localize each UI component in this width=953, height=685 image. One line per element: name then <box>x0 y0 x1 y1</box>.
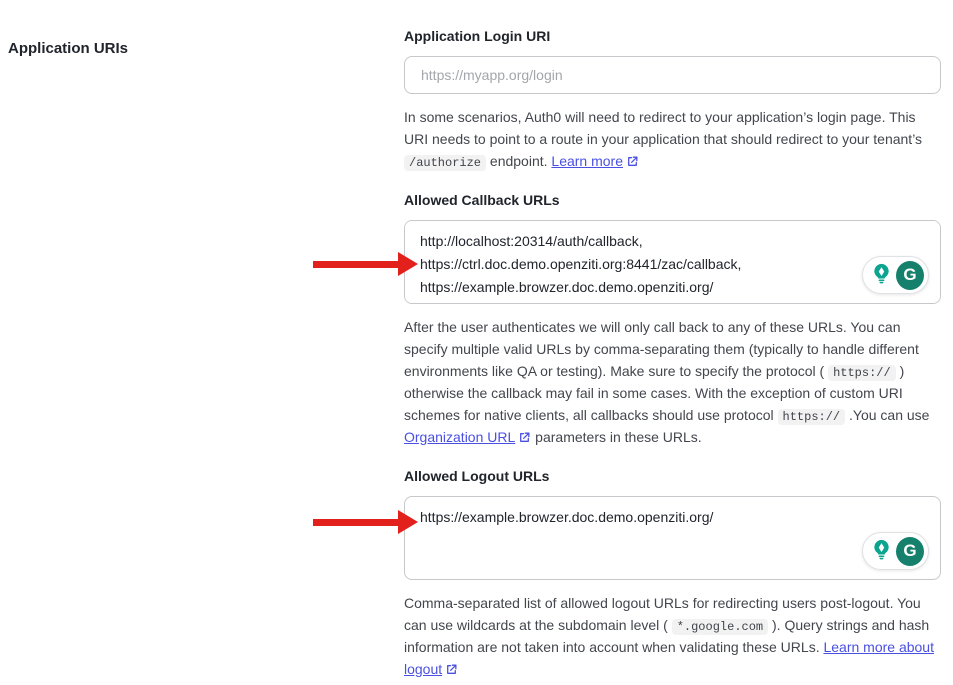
grammarly-g-icon[interactable]: G <box>896 537 924 566</box>
callback-urls-textarea[interactable] <box>404 220 941 304</box>
grammarly-widget <box>862 256 929 294</box>
code-chip: https:// <box>828 365 896 381</box>
login-uri-label: Application Login URI <box>404 28 551 44</box>
logout-urls-help-text: Comma-separated list of allowed logout URLs for redirecting users post-logout. You can use wildcards at the subdomain level ( *.google.com ). Query strings and hash information are not taken into account when validating these URLs. Learn more about logout <box>404 595 934 677</box>
login-uri-help-text: In some scenarios, Auth0 will need to redirect to your application’s login page. This URI needs to point to a route in your application that should redirect to your tenant’s /authorize endpoint. Learn more <box>404 109 923 170</box>
learn-more-link[interactable]: Learn more <box>551 153 639 169</box>
login-uri-input[interactable] <box>404 56 941 94</box>
section-title: Application URIs <box>8 40 129 58</box>
code-chip: /authorize <box>404 155 486 171</box>
grammarly-suggestions-button[interactable] <box>870 538 893 564</box>
callback-annotation-arrow-icon <box>313 252 418 276</box>
external-link-icon <box>442 661 458 677</box>
learn-more-about-logout-link[interactable]: Learn more about logout <box>404 639 934 677</box>
code-chip: *.google.com <box>672 619 768 635</box>
logout-urls-label: Allowed Logout URLs <box>404 468 550 484</box>
grammarly-suggestions-button[interactable] <box>870 262 893 288</box>
logout-annotation-arrow-icon <box>313 510 418 534</box>
external-link-icon <box>515 429 531 445</box>
code-chip: https:// <box>778 409 846 425</box>
grammarly-g-icon[interactable]: G <box>896 261 924 290</box>
callback-urls-field <box>404 220 941 304</box>
callback-urls-help-text: After the user authenticates we will only call back to any of these URLs. You can specify multiple valid URLs by comma-separating them (typically to handle different environments like QA or testing). Make sure to specify the protocol ( https:// ) otherwise the callback may fail in some cases. With the exception of custom URI schemes for native clients, all callbacks should use protocol https:// .You can use Organization URL parameters in these URLs. <box>404 319 930 445</box>
callback-urls-label: Allowed Callback URLs <box>404 192 560 208</box>
external-link-icon <box>623 153 639 169</box>
application-uris-form <box>404 28 941 680</box>
lightbulb-icon <box>870 262 893 288</box>
organization-url-link[interactable]: Organization URL <box>404 429 531 445</box>
logout-urls-field <box>404 496 941 580</box>
grammarly-widget <box>862 532 929 570</box>
lightbulb-icon <box>870 538 893 564</box>
logout-urls-textarea[interactable] <box>404 496 941 580</box>
